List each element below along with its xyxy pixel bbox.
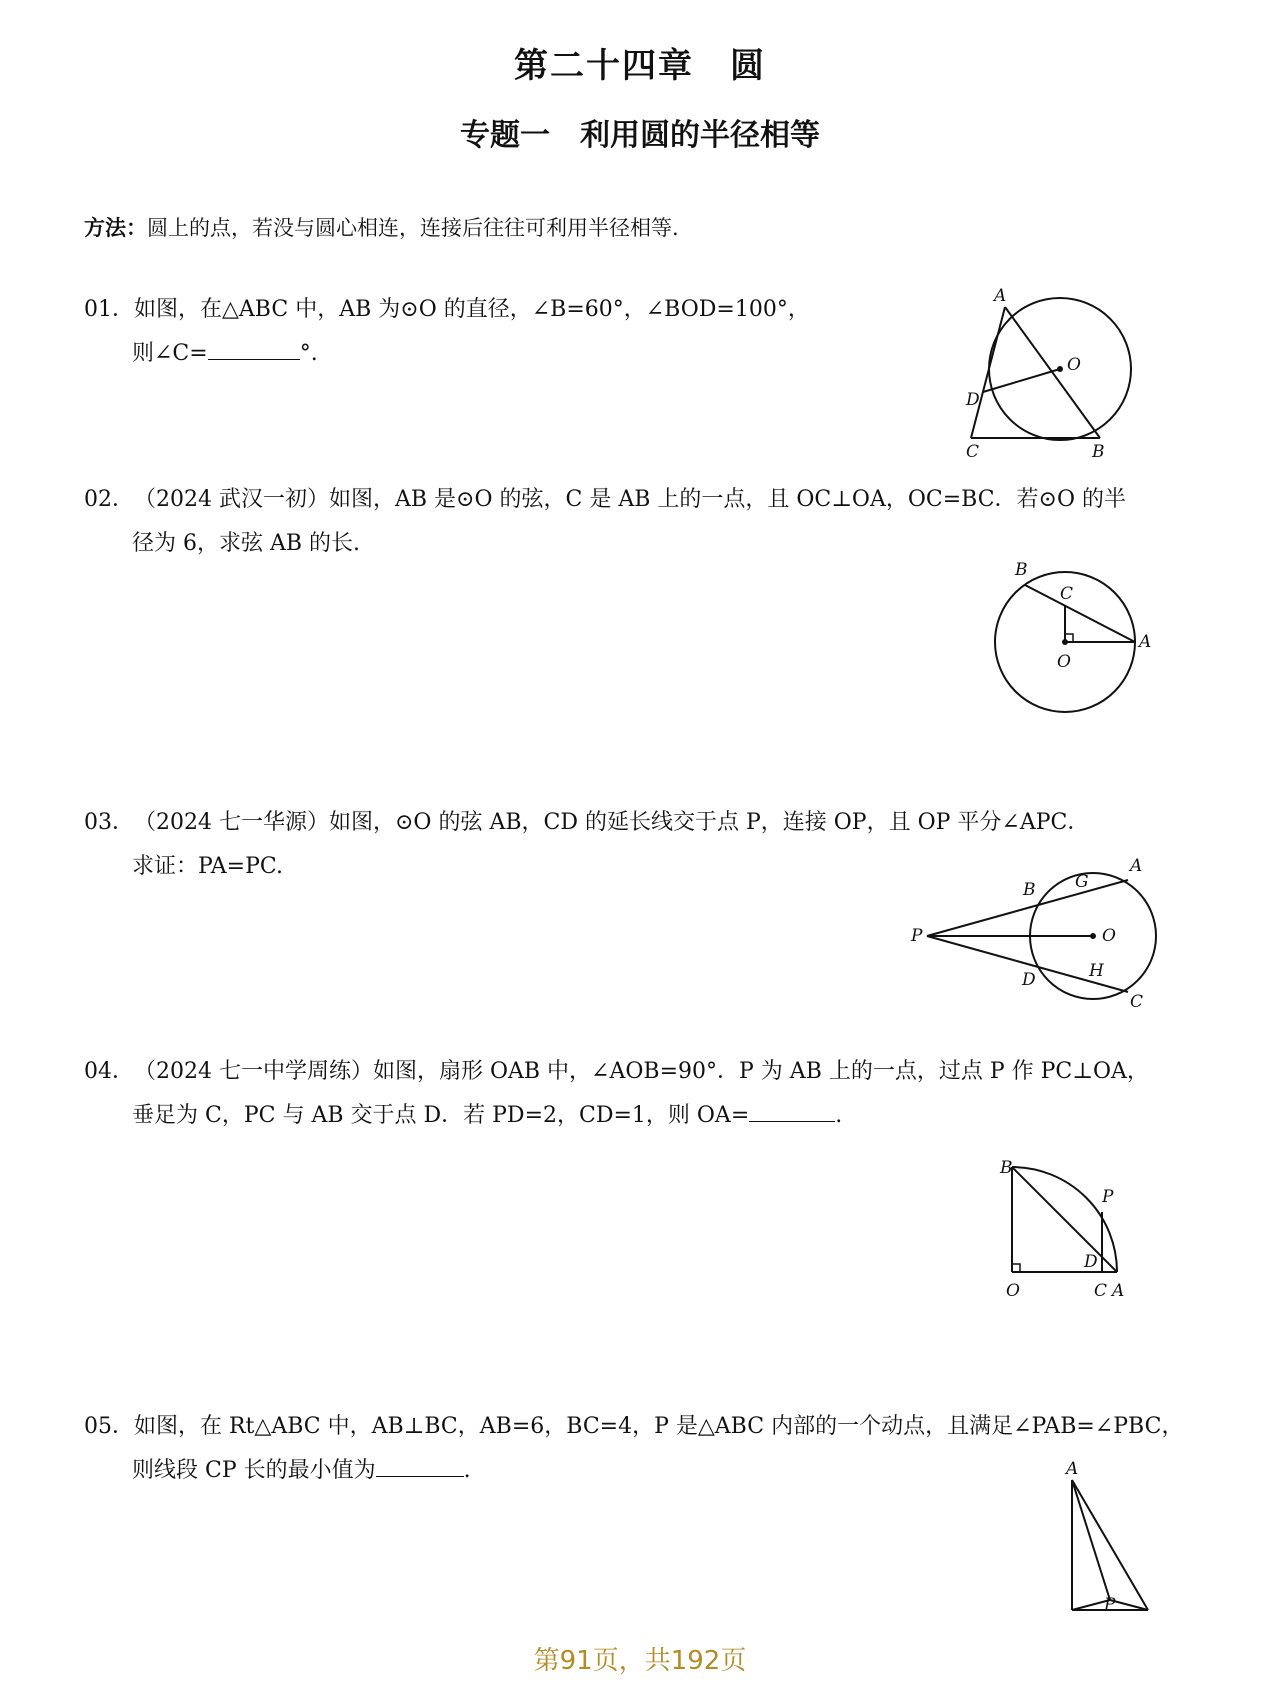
- figure-q3: [905, 855, 1165, 1020]
- figure-q4: [990, 1155, 1140, 1305]
- question-text: °.: [299, 341, 318, 366]
- question-text: 垂足为 C，PC 与 AB 交于点 D．若 PD=2，CD=1，则 OA=: [132, 1103, 750, 1128]
- figure-label: P: [1104, 1595, 1116, 1615]
- figure-label: C: [1130, 992, 1144, 1012]
- figure-label: C: [1060, 584, 1074, 604]
- question-text: （2024 七一华源）如图，⊙O 的弦 AB，CD 的延长线交于点 P，连接 OP，且 OP 平分∠APC．: [134, 810, 1090, 835]
- question-number: 02．: [84, 487, 134, 512]
- figure-label: C: [966, 442, 980, 462]
- question-number: 05．: [84, 1414, 134, 1439]
- question-number: 01．: [84, 297, 134, 322]
- figure-label: A: [1130, 856, 1143, 876]
- page-footer: 第91页，共192页: [533, 1646, 747, 1676]
- figure-label: G: [1075, 872, 1089, 892]
- figure-label: O: [1006, 1281, 1020, 1301]
- question-text: 则线段 CP 长的最小值为: [132, 1458, 376, 1483]
- question-text: 径为 6，求弦 AB 的长.: [132, 531, 361, 556]
- question-5: [84, 1405, 1183, 1493]
- question-number: 04．: [84, 1059, 134, 1084]
- answer-blank[interactable]: [749, 1099, 835, 1122]
- question-2: [84, 478, 1126, 566]
- figure-label: P: [911, 926, 923, 946]
- question-text: .: [463, 1458, 471, 1483]
- question-number: 03．: [84, 810, 134, 835]
- question-text: 则∠C=: [132, 341, 208, 366]
- figure-label: O: [1057, 652, 1071, 672]
- figure-label: H: [1089, 961, 1104, 981]
- topic-title: 专题一 利用圆的半径相等: [460, 118, 820, 153]
- figure-q5: [1040, 1460, 1150, 1625]
- method-text: 圆上的点，若没与圆心相连，连接后往往可利用半径相等.: [147, 216, 679, 240]
- figure-label: P: [1102, 1187, 1114, 1207]
- figure-label: C: [1094, 1281, 1108, 1301]
- question-text: （2024 七一中学周练）如图，扇形 OAB 中，∠AOB=90°．P 为 AB 上的一点，过点 P 作 PC⊥OA，: [134, 1059, 1149, 1084]
- answer-blank[interactable]: [376, 1454, 464, 1477]
- method-note: [84, 212, 679, 242]
- question-text: .: [835, 1103, 843, 1128]
- figure-q1: [960, 285, 1140, 465]
- figure-label: B: [1000, 1158, 1013, 1178]
- figure-label: B: [1023, 880, 1036, 900]
- question-4: [84, 1050, 1149, 1138]
- figure-label: B: [1092, 442, 1105, 462]
- method-label: 方法：: [84, 215, 147, 240]
- figure-label: D: [966, 390, 980, 410]
- question-text: 如图，在△ABC 中，AB 为⊙O 的直径，∠B=60°，∠BOD=100°，: [134, 297, 810, 322]
- chapter-title: 第二十四章 圆: [514, 46, 766, 86]
- figure-label: A: [994, 286, 1007, 306]
- question-text: 求证：PA=PC.: [132, 854, 283, 879]
- figure-label: D: [1084, 1252, 1098, 1272]
- question-1: [84, 288, 810, 376]
- figure-label: B: [1015, 560, 1028, 580]
- figure-label: O: [1102, 926, 1116, 946]
- figure-q2: [975, 555, 1155, 730]
- question-text: （2024 武汉一初）如图，AB 是⊙O 的弦，C 是 AB 上的一点，且 OC⊥OA，OC=BC．若⊙O 的半: [134, 487, 1127, 512]
- figure-label: A: [1066, 1460, 1079, 1479]
- figure-label: O: [1067, 355, 1081, 375]
- figure-label: A: [1112, 1281, 1125, 1301]
- answer-blank[interactable]: [208, 337, 300, 360]
- question-text: 如图，在 Rt△ABC 中，AB⊥BC，AB=6，BC=4，P 是△ABC 内部的一个动点，且满足∠PAB=∠PBC，: [134, 1414, 1184, 1439]
- figure-label: D: [1022, 970, 1036, 990]
- figure-label: A: [1139, 632, 1152, 652]
